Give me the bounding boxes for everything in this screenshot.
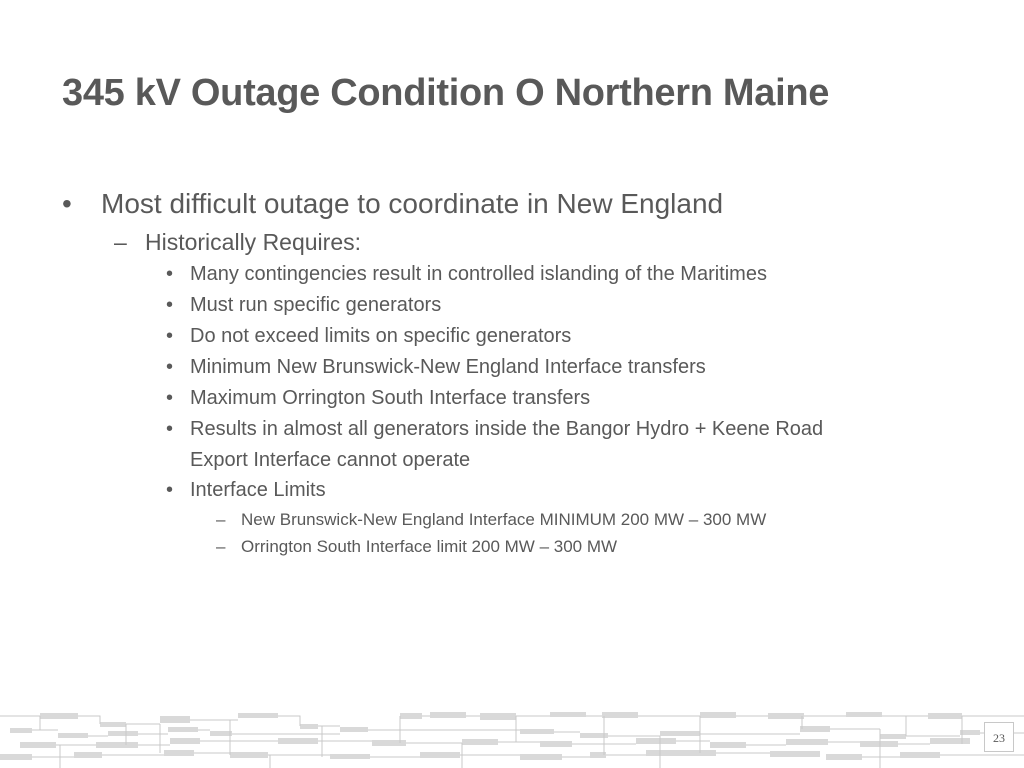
bullet-level3-text: Many contingencies result in controlled islanding of the Maritimes (190, 263, 767, 285)
bullet-level2-text: Historically Requires: (145, 229, 362, 255)
bullet-marker: • (166, 356, 174, 378)
bullet-level3-text: Do not exceed limits on specific generators (190, 325, 572, 347)
dash-marker: – (216, 510, 226, 529)
bullet-marker: • (166, 294, 174, 316)
bullet-marker: • (62, 188, 72, 219)
dash-marker: – (114, 229, 127, 255)
bullet-marker: • (166, 418, 174, 440)
slide-title: 345 kV Outage Condition O Northern Maine (62, 72, 830, 114)
bullet-level1-text: Most difficult outage to coordinate in New England (101, 188, 724, 219)
bullet-level3-text: Maximum Orrington South Interface transfers (190, 387, 591, 409)
bullet-level4-text: Orrington South Interface limit 200 MW – 300 MW (241, 537, 618, 556)
bullet-level3-text: Minimum New Brunswick-New England Interface transfers (190, 356, 706, 378)
bullet-level3-text: Results in almost all generators inside the Bangor Hydro + Keene Road (190, 418, 824, 440)
bullet-level3-text: Must run specific generators (190, 294, 442, 316)
bullet-marker: • (166, 263, 174, 285)
bullet-level4-text: New Brunswick-New England Interface MINIMUM 200 MW – 300 MW (241, 510, 767, 529)
dash-marker: – (216, 537, 226, 556)
bullet-marker: • (166, 325, 174, 347)
bullet-marker: • (166, 387, 174, 409)
page-number: 23 (984, 722, 1014, 752)
bullet-marker: • (166, 479, 174, 501)
bullet-level3-text-continuation: Export Interface cannot operate (190, 449, 471, 471)
circuit-board-decoration-icon (0, 708, 1024, 768)
bullet-level3-text: Interface Limits (190, 479, 326, 501)
